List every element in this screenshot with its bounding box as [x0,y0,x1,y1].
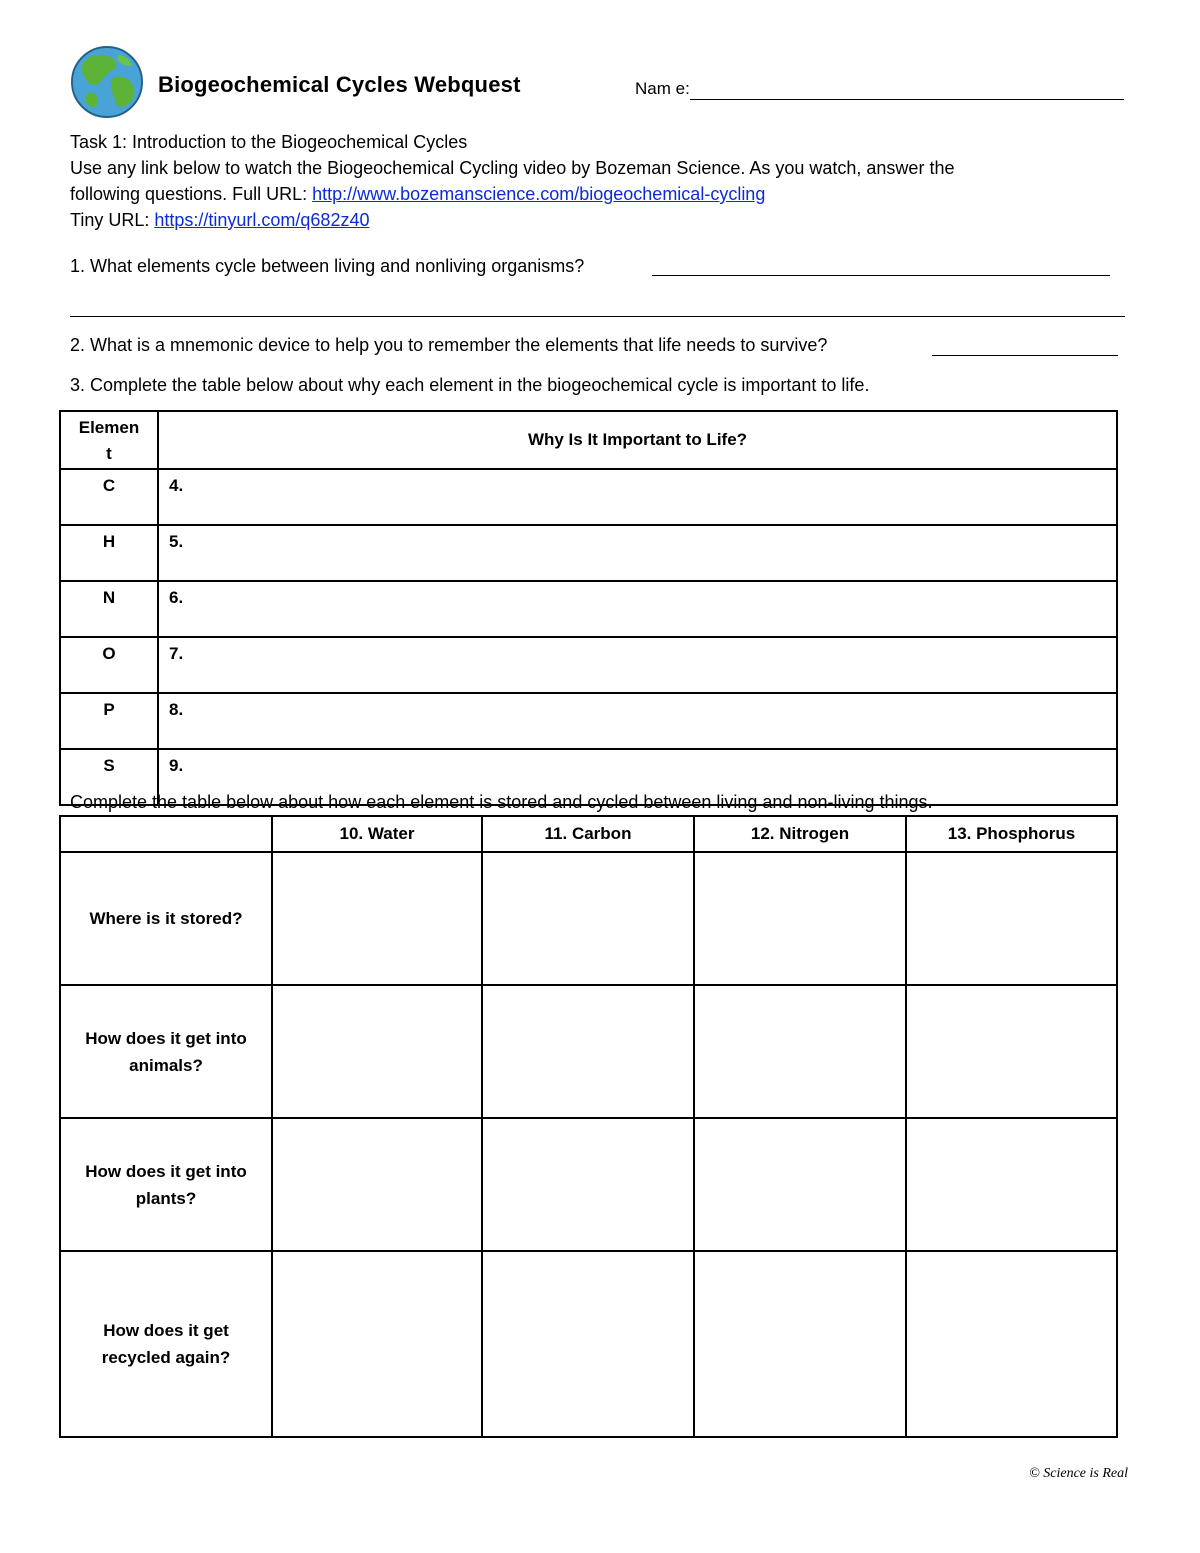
column-header-phosphorus: 13. Phosphorus [906,816,1117,852]
element-symbol: N [60,581,158,637]
answer-cell[interactable]: 5. [158,525,1117,581]
globe-icon [70,45,144,119]
full-url-label: following questions. Full URL: [70,184,313,204]
task1-intro-line2 [70,181,765,207]
answer-cell[interactable] [482,985,694,1118]
element-symbol: H [60,525,158,581]
table-row [60,525,1117,581]
answer-cell[interactable]: 9. [158,749,1117,805]
element-header: Elemen t [60,411,158,469]
table-row [60,469,1117,525]
answer-cell[interactable]: 6. [158,581,1117,637]
element-symbol: P [60,693,158,749]
element-symbol: O [60,637,158,693]
why-header: Why Is It Important to Life? [158,411,1117,469]
name-label: Nam e: [635,79,690,98]
tiny-url-line [70,207,369,233]
question-1: 1. What elements cycle between living and nonliving organisms? [70,256,585,276]
answer-line-1b[interactable] [70,316,1125,317]
column-header-water: 10. Water [272,816,482,852]
answer-cell[interactable] [906,1118,1117,1251]
row-header-stored: Where is it stored? [60,852,272,985]
table-row [60,693,1117,749]
table-row [60,1251,1117,1437]
element-symbol: C [60,469,158,525]
answer-cell[interactable]: 8. [158,693,1117,749]
answer-line-1a[interactable] [652,275,1110,276]
answer-cell[interactable]: 7. [158,637,1117,693]
row-header-recycled: How does it get recycled again? [60,1251,272,1437]
element-cycling-table [59,815,1118,1438]
column-header-nitrogen: 12. Nitrogen [694,816,906,852]
table-header-row [60,411,1117,469]
answer-cell[interactable] [694,1118,906,1251]
task1-heading: Task 1: Introduction to the Biogeochemical Cycles [70,132,468,152]
element-importance-table [59,410,1118,806]
answer-cell[interactable] [694,1251,906,1437]
answer-cell[interactable] [694,985,906,1118]
tiny-url-link[interactable]: https://tinyurl.com/q682z40 [154,210,370,230]
row-header-animals: How does it get into animals? [60,985,272,1118]
answer-cell[interactable] [906,985,1117,1118]
table-row [60,581,1117,637]
tiny-url-label: Tiny URL: [70,210,155,230]
table-row [60,637,1117,693]
full-url-link[interactable]: http://www.bozemanscience.com/biogeochemical-cycling [312,184,766,204]
answer-cell[interactable] [906,1251,1117,1437]
answer-cell[interactable]: 4. [158,469,1117,525]
answer-cell[interactable] [272,852,482,985]
table2-intro: Complete the table below about how each element is stored and cycled between living and non-living things. [70,792,933,812]
column-header-blank [60,816,272,852]
question-2: 2. What is a mnemonic device to help you to remember the elements that life needs to survive? [70,335,828,355]
row-header-plants: How does it get into plants? [60,1118,272,1251]
answer-cell[interactable] [482,1251,694,1437]
answer-line-2[interactable] [932,355,1118,356]
table-row [60,985,1117,1118]
table-row [60,1118,1117,1251]
answer-cell[interactable] [272,1251,482,1437]
answer-cell[interactable] [482,1118,694,1251]
answer-cell[interactable] [906,852,1117,985]
task1-intro-line1: Use any link below to watch the Biogeochemical Cycling video by Bozeman Science. As you watch, answer the [70,158,955,178]
answer-cell[interactable] [272,1118,482,1251]
element-symbol: S [60,749,158,805]
table-header-row [60,816,1117,852]
answer-cell[interactable] [694,852,906,985]
name-field[interactable] [690,99,1124,100]
column-header-carbon: 11. Carbon [482,816,694,852]
table-row [60,852,1117,985]
answer-cell[interactable] [272,985,482,1118]
question-3: 3. Complete the table below about why each element in the biogeochemical cycle is important to life. [70,375,870,395]
copyright-notice: © Science is Real [1029,1466,1128,1481]
answer-cell[interactable] [482,852,694,985]
page-title: Biogeochemical Cycles Webquest [158,72,521,97]
